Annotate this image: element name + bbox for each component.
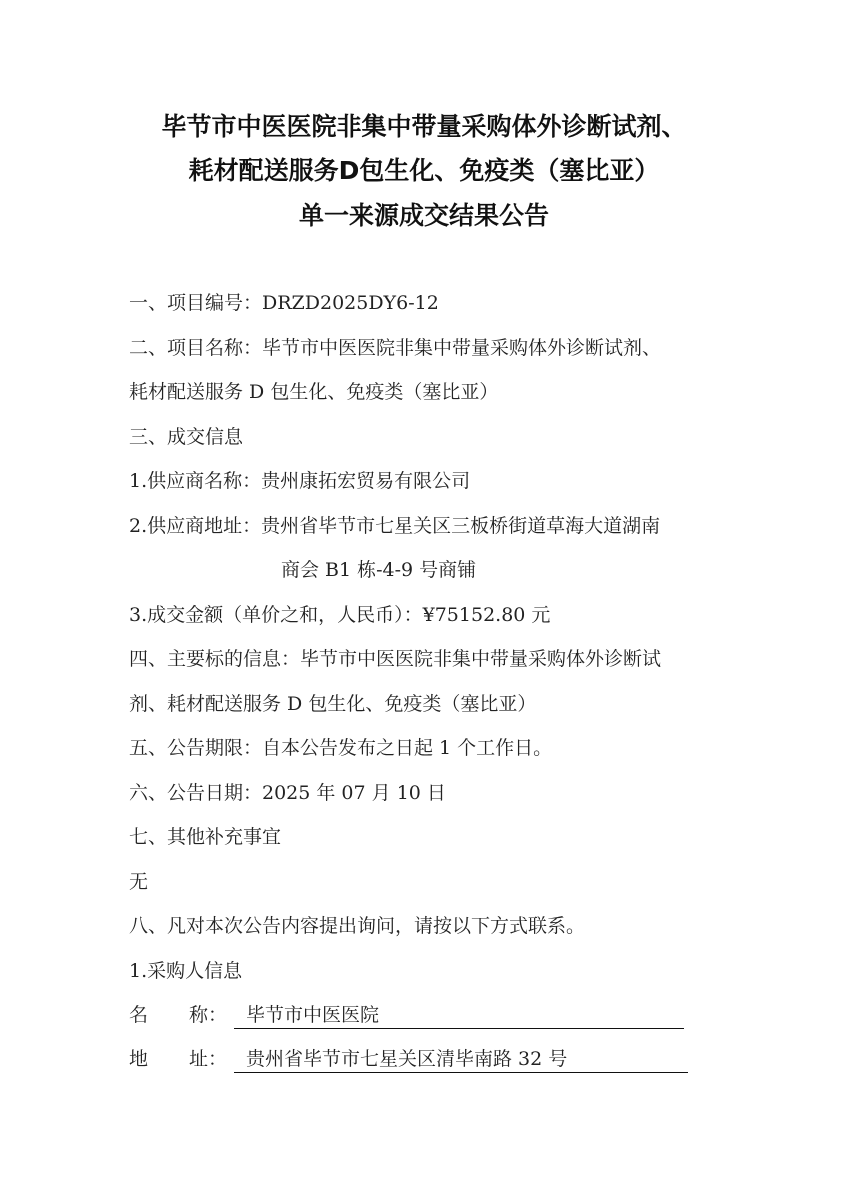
project-name-line-2: 耗材配送服务 D 包生化、免疫类（塞比亚） [129,381,499,403]
purchaser-address-value: 贵州省毕节市七星关区清毕南路 32 号 [234,1046,688,1073]
purchaser-address-label-char2: 址： [189,1048,228,1070]
purchaser-name-label-char2: 称： [189,1004,228,1026]
inquiry-heading: 八、凡对本次公告内容提出询问，请按以下方式联系。 [129,915,586,937]
other-matters-heading: 七、其他补充事宜 [129,826,282,848]
supplier-address-line-2: 商会 B1 栋-4-9 号商铺 [281,559,477,581]
main-subject-line-1: 四、主要标的信息：毕节市中医医院非集中带量采购体外诊断试 [129,648,662,670]
deal-info-heading: 三、成交信息 [129,426,244,448]
purchaser-name-label-char1: 名 [129,1004,149,1026]
deal-amount: 3.成交金额（单价之和，人民币）：¥75152.80 元 [129,604,551,626]
supplier-name: 1.供应商名称：贵州康拓宏贸易有限公司 [129,470,471,492]
purchaser-name-value: 毕节市中医医院 [234,1002,684,1029]
purchaser-heading: 1.采购人信息 [129,960,243,982]
notice-date: 六、公告日期：2025 年 07 月 10 日 [129,782,446,804]
title-line-3: 单一来源成交结果公告 [298,201,549,230]
purchaser-address-label-char1: 地 [129,1048,149,1070]
project-name-line-1: 二、项目名称：毕节市中医医院非集中带量采购体外诊断试剂、 [129,337,662,359]
main-subject-line-2: 剂、耗材配送服务 D 包生化、免疫类（塞比亚） [129,693,537,715]
supplier-address-line-1: 2.供应商地址：贵州省毕节市七星关区三板桥街道草海大道湖南 [129,515,661,537]
project-number: 一、项目编号：DRZD2025DY6-12 [129,292,439,314]
title-line-1: 毕节市中医医院非集中带量采购体外诊断试剂、 [161,112,687,141]
other-matters-none: 无 [129,871,149,893]
notice-period: 五、公告期限：自本公告发布之日起 1 个工作日。 [129,737,553,759]
title-line-2: 耗材配送服务D包生化、免疫类（塞比亚） [188,156,660,185]
